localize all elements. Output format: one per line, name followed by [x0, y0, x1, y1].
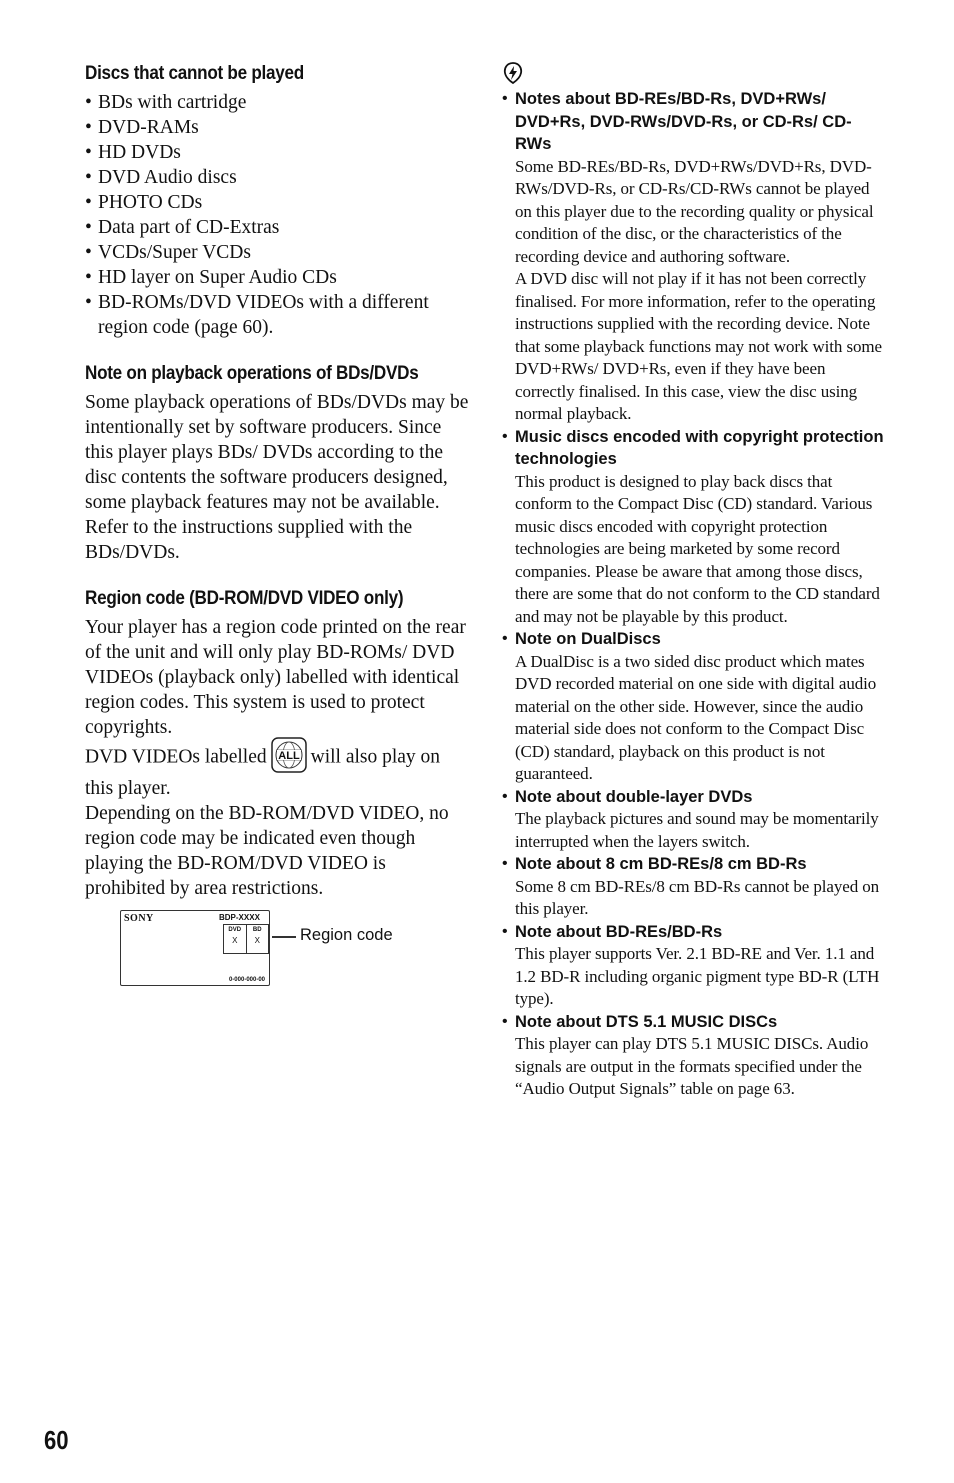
note-body: This player supports Ver. 2.1 BD-RE and Ver. 1.1 and 1.2 BD-R including organic pigment type BD-R (LTH type). — [515, 944, 880, 1008]
unplayable-discs-list — [85, 90, 470, 340]
list-item: • VCDs/Super VCDs — [85, 240, 470, 265]
hint-icon — [502, 62, 524, 84]
note-body: Some BD-REs/BD-Rs, DVD+RWs/DVD+Rs, DVD-RWs/DVD-Rs, or CD-Rs/CD-RWs cannot be played on this player due to the recording quality or physical condition of the disc, or the characteristics of the recording device and authoring software. — [515, 156, 874, 266]
bd-code-value: X — [254, 936, 260, 945]
right-column — [502, 60, 887, 1101]
heading-discs-cannot-play: Discs that cannot be played — [85, 63, 304, 84]
playback-operations-text: Some playback operations of BDs/DVDs may be intentionally set by software producers. Since this player plays BDs/ DVDs according to the disc contents the software producers designed, some playback features may not be available. Refer to the instructions supplied with the BDs/DVDs. — [85, 392, 469, 563]
region-code-paragraph-2 — [85, 740, 470, 801]
region-code-text-before: DVD VIDEOs labelled — [85, 746, 267, 768]
region-code-text-after: will also play on this player. — [85, 746, 441, 799]
note-item — [502, 628, 887, 786]
dvd-code-header: DVD — [228, 927, 242, 933]
note-title: • Note about double-layer DVDs — [515, 787, 753, 806]
note-item — [502, 88, 887, 426]
note-item — [502, 853, 887, 921]
region-code-callout: Region code — [300, 926, 393, 944]
note-item — [502, 921, 887, 1011]
region-all-logo-icon — [271, 737, 307, 773]
region-code-label-diagram — [120, 910, 420, 990]
bd-code-cell — [247, 925, 269, 953]
note-body: A DVD disc will not play if it has not been correctly finalised. For more information, refer to the operating instructions supplied with the recording device. Note that some playback functions may not work with some DVD+RWs/ DVD+Rs, even if they have been correctly finalised. In this case, view the disc using normal playback. — [515, 269, 882, 423]
list-item: • BDs with cartridge — [85, 90, 470, 115]
rear-label-card — [120, 910, 270, 986]
list-item: • HD DVDs — [85, 140, 470, 165]
region-code-box — [223, 924, 269, 954]
heading-playback-operations: Note on playback operations of BDs/DVDs — [85, 363, 419, 384]
list-item: • DVD-RAMs — [85, 115, 470, 140]
callout-leader-line — [272, 936, 296, 938]
list-item: • PHOTO CDs — [85, 190, 470, 215]
list-item: • BD-ROMs/DVD VIDEOs with a different region code (page 60). — [85, 290, 470, 340]
note-item — [502, 786, 887, 854]
serial-number: 0-000-000-00 — [228, 977, 265, 983]
note-title: • Note about 8 cm BD-REs/8 cm BD-Rs — [515, 855, 807, 873]
note-title: • Notes about BD-REs/BD-Rs, DVD+RWs/ DVD+Rs, DVD-RWs/DVD-Rs, or CD-Rs/ CD-RWs — [515, 90, 852, 153]
note-item — [502, 1011, 887, 1101]
region-code-paragraph-3: Depending on the BD-ROM/DVD VIDEO, no region code may be indicated even though playing the BD-ROM/DVD VIDEO is prohibited by area restrictions. — [85, 803, 449, 899]
bd-code-header: BD — [252, 927, 262, 933]
model-number: BDP-XXXX — [219, 913, 260, 922]
note-title: • Note about DTS 5.1 MUSIC DISCs — [515, 1012, 778, 1031]
note-item — [502, 426, 887, 629]
note-body: This player can play DTS 5.1 MUSIC DISCs. Audio signals are output in the formats specified under the “Audio Output Signals” table on page 63. — [515, 1034, 869, 1098]
dvd-code-value: X — [232, 936, 238, 945]
list-item: • DVD Audio discs — [85, 165, 470, 190]
left-column — [85, 60, 470, 901]
heading-region-code: Region code (BD-ROM/DVD VIDEO only) — [85, 588, 404, 609]
list-item: • Data part of CD-Extras — [85, 215, 470, 240]
svg-text:ALL: ALL — [277, 750, 300, 762]
region-code-paragraph-1: Your player has a region code printed on the rear of the unit and will only play BD-ROMs/ DVD VIDEOs (playback only) labelled with identical region codes. This system is used to protect copyrights. — [85, 617, 466, 738]
list-item: • HD layer on Super Audio CDs — [85, 265, 470, 290]
note-body: Some 8 cm BD-REs/8 cm BD-Rs cannot be played on this player. — [515, 876, 880, 918]
notes-list — [502, 88, 887, 1101]
page-number: 60 — [44, 1425, 69, 1455]
note-title: • Note about BD-REs/BD-Rs — [515, 922, 723, 941]
note-title: • Note on DualDiscs — [515, 630, 661, 648]
brand-logo: SONY — [124, 913, 154, 924]
note-title: • Music discs encoded with copyright protection technologies — [515, 427, 884, 468]
dvd-code-cell — [224, 925, 247, 953]
note-body: A DualDisc is a two sided disc product which mates DVD recorded material on one side with digital audio material on the other side. However, since the audio material side does not conform to the Compact Disc (CD) standard, playback on this product is not guaranteed. — [515, 651, 877, 783]
note-body: This product is designed to play back discs that conform to the Compact Disc (CD) standard. Various music discs encoded with copyright protection technologies are being marketed by some record companies. Please be aware that among those discs, there are some that do not conform to the CD standard and may not be playable by this product. — [515, 471, 880, 626]
note-body: The playback pictures and sound may be momentarily interrupted when the layers switch. — [515, 809, 879, 851]
